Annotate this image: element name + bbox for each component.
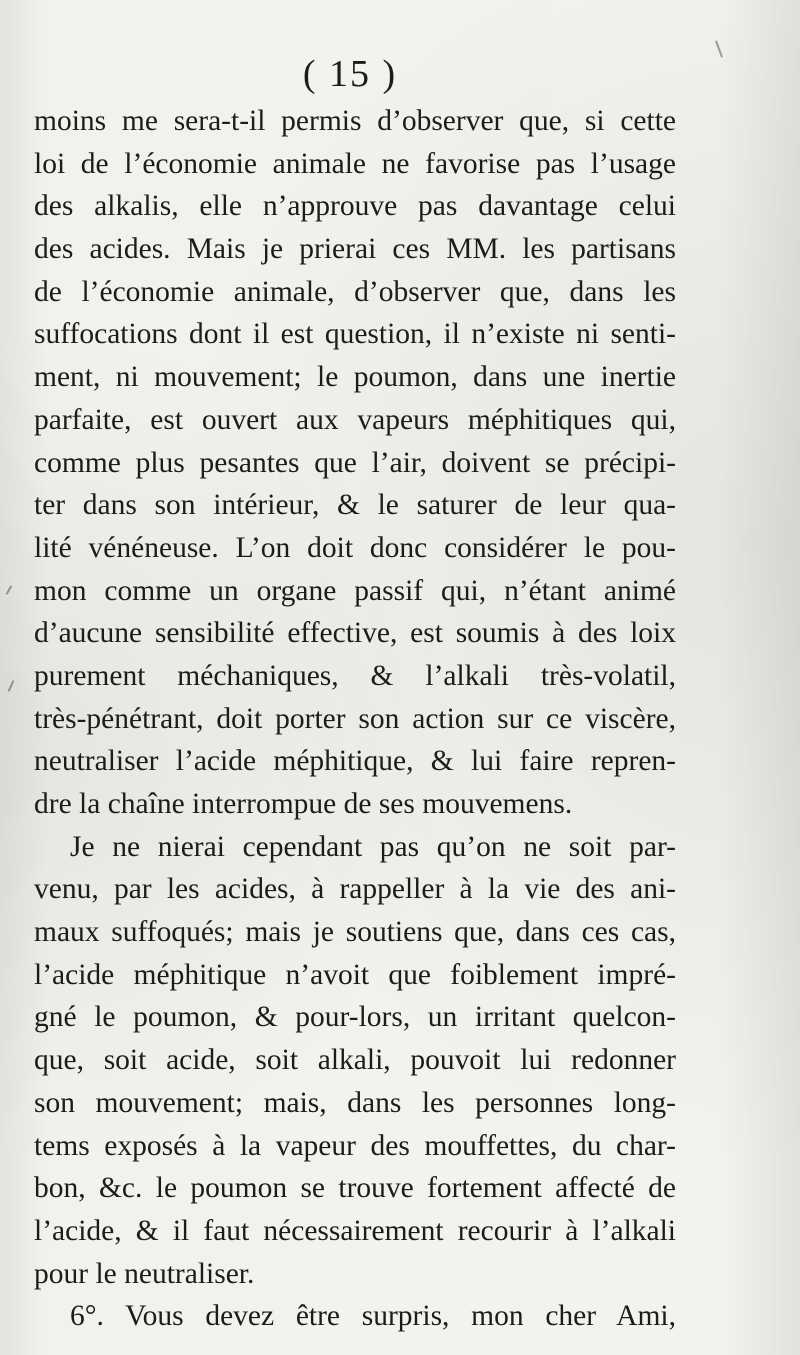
text-line: lité vénéneuse. L’on doit donc considérer le pou- — [34, 531, 676, 564]
body-text — [34, 100, 676, 1338]
text-line: l’acide méphitique n’avoit que foiblement impré- — [34, 958, 676, 991]
text-line: son mouvement; mais, dans les personnes long- — [34, 1086, 676, 1119]
paragraph-first-line: 6°. Vous devez être surpris, mon cher Ami, — [70, 1300, 676, 1333]
text-line: des alkalis, elle n’approuve pas davantage celui — [34, 190, 676, 223]
text-line: ment, ni mouvement; le poumon, dans une inertie — [34, 361, 676, 394]
text-line: d’aucune sensibilité effective, est soumis à des loix — [34, 617, 676, 650]
text-line: pour le neutraliser. — [34, 1257, 255, 1290]
text-line: purement méchaniques, & l’alkali très-volatil, — [34, 659, 676, 692]
text-line: ter dans son intérieur, & le saturer de leur qua- — [34, 489, 676, 522]
text-line: parfaite, est ouvert aux vapeurs méphitiques qui, — [34, 403, 676, 436]
text-line: gné le poumon, & pour-lors, un irritant quelcon- — [34, 1001, 676, 1034]
text-line: venu, par les acides, à rappeller à la vie des ani- — [34, 873, 676, 906]
text-line: loi de l’économie animale ne favorise pas l’usage — [34, 147, 676, 180]
paper-mark — [715, 40, 723, 58]
text-line: tems exposés à la vapeur des mouffettes, du char- — [34, 1129, 676, 1162]
paper-mark — [6, 585, 13, 595]
text-line: maux suffoqués; mais je soutiens que, dans ces cas, — [34, 916, 676, 949]
text-line: dre la chaîne interrompue de ses mouvemens. — [34, 788, 573, 820]
text-line: des acides. Mais je prierai ces MM. les partisans — [34, 233, 676, 266]
text-line: l’acide, & il faut nécessairement recourir à l’alkali — [34, 1214, 676, 1247]
text-line: de l’économie animale, d’observer que, dans les — [34, 275, 676, 308]
paragraph-first-line: Je ne nierai cependant pas qu’on ne soit par- — [70, 830, 676, 863]
paper-mark — [8, 680, 15, 692]
text-line: comme plus pesantes que l’air, doivent se précipi- — [34, 446, 676, 479]
text-line: moins me sera-t-il permis d’observer que, si cette — [34, 105, 676, 137]
text-line: que, soit acide, soit alkali, pouvoit lui redonner — [34, 1044, 676, 1077]
text-line: suffocations dont il est question, il n’existe ni senti- — [34, 318, 676, 351]
text-line: neutraliser l’acide méphitique, & lui faire repren- — [34, 745, 676, 778]
page-number: ( 15 ) — [302, 53, 398, 95]
text-line: mon comme un organe passif qui, n’étant animé — [34, 574, 676, 607]
text-line: très-pénétrant, doit porter son action sur ce viscère, — [34, 702, 676, 735]
text-line: bon, &c. le poumon se trouve fortement affecté de — [34, 1172, 676, 1205]
